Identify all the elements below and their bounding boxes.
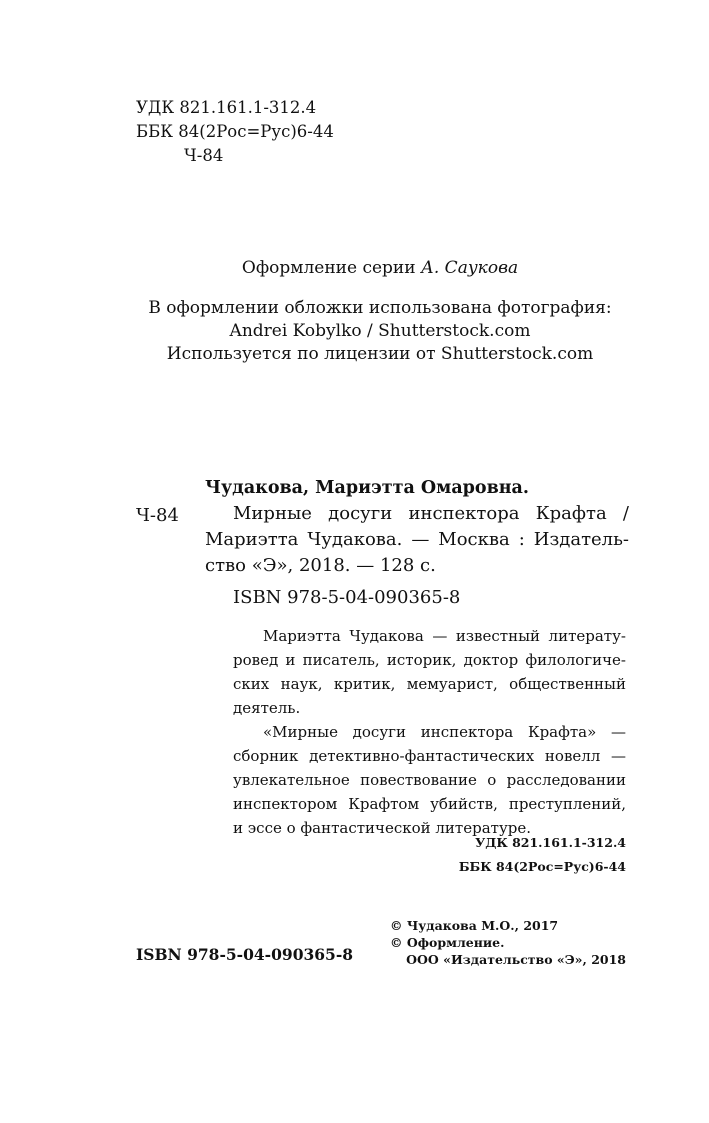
series-design-prefix: Оформление серии [241, 258, 421, 278]
biblio-line-3: ство «Э», 2018. — 128 с. [205, 555, 436, 576]
cover-credit-line-2: Andrei Kobylko / Shutterstock.com [229, 321, 531, 341]
copyright-1: © Чудакова М.О., 2017 [390, 918, 559, 933]
biblio-line-1: Мирные досуги инспектора Крафта / [233, 503, 629, 524]
annotation-p1-line-3: ских наук, критик, мемуарист, общественный [233, 675, 626, 693]
annotation-p2-line-2: сборник детективно-фантастических новелл — [233, 747, 626, 765]
series-design-credit [0, 258, 709, 278]
annotation-p2-line-5: и эссе о фантастической литературе. [233, 819, 532, 837]
biblio-author-mark: Ч-84 [136, 505, 179, 526]
annotation [233, 624, 626, 840]
cover-credit-line-3: Используется по лицензии от Shutterstock.com [166, 344, 594, 364]
bottom-bbk-code: ББК 84(2Рос=Рус)6-44 [458, 859, 626, 874]
bbk-code: ББК 84(2Рос=Рус)6-44 [136, 122, 334, 141]
annotation-p1-line-2: ровед и писатель, историк, доктор филологиче- [233, 651, 626, 669]
bottom-udk-code: УДК 821.161.1-312.4 [475, 835, 626, 850]
footer-isbn: ISBN 978-5-04-090365-8 [136, 945, 354, 964]
biblio-isbn: ISBN 978-5-04-090365-8 [233, 587, 461, 608]
annotation-p1-line-1: Мариэтта Чудакова — известный литерату- [263, 627, 626, 645]
annotation-p2-line-4: инспектором Крафтом убийств, преступлений, [233, 795, 626, 813]
annotation-p2-line-3: увлекательное повествование о расследовании [233, 771, 626, 789]
copyright-2: © Оформление. [390, 935, 505, 950]
annotation-p1-line-4: деятель. [233, 699, 301, 717]
author-mark: Ч-84 [184, 146, 224, 165]
author-heading: Чудакова, Мариэтта Омаровна. [205, 478, 529, 498]
series-designer-name: А. Саукова [421, 258, 519, 278]
biblio-description [205, 501, 629, 579]
udk-code: УДК 821.161.1-312.4 [136, 98, 317, 117]
cover-credit-line-1: В оформлении обложки использована фотография: [148, 298, 612, 318]
copyright-3: ООО «Издательство «Э», 2018 [406, 952, 626, 967]
annotation-p2-line-1: «Мирные досуги инспектора Крафта» — [263, 723, 626, 741]
biblio-line-2: Мариэтта Чудакова. — Москва : Издатель- [205, 529, 629, 550]
